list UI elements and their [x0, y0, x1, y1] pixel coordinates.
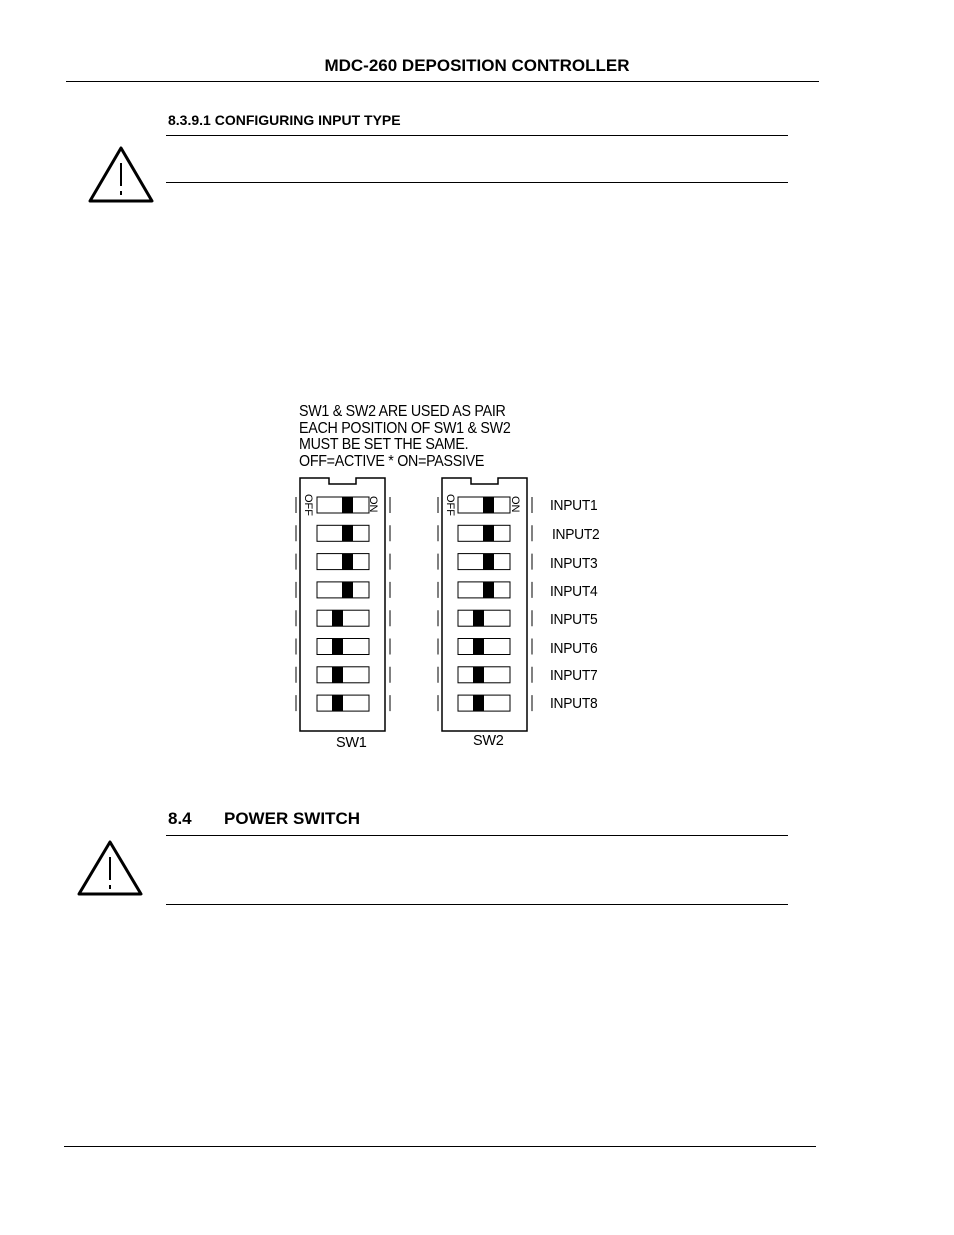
toggle-slot — [458, 667, 510, 683]
sw1-label: SW1 — [336, 735, 367, 751]
page-header-title: MDC-260 DEPOSITION CONTROLLER — [324, 56, 630, 75]
warning-box-bottom-rule — [166, 182, 788, 183]
input-label: INPUT5 — [550, 611, 598, 628]
toggle-actuator — [483, 554, 494, 570]
off-label: OFF — [302, 494, 314, 516]
warning-icon — [79, 842, 141, 894]
toggle-slot — [317, 525, 369, 541]
input-label: INPUT8 — [550, 695, 598, 712]
dip-switch-body — [442, 478, 527, 731]
warning-icon — [90, 148, 152, 201]
toggle-actuator — [332, 695, 343, 711]
section-number: 8.4 — [168, 809, 192, 828]
toggle-actuator — [483, 525, 494, 541]
toggle-actuator — [332, 639, 343, 655]
toggle-actuator — [483, 582, 494, 598]
toggle-slot — [458, 554, 510, 570]
input-label: INPUT2 — [552, 526, 600, 543]
header-rule — [66, 81, 819, 82]
warning-box-top-rule — [166, 835, 788, 836]
toggle-actuator — [332, 610, 343, 626]
toggle-slot — [317, 497, 369, 513]
warning-box-top-rule — [166, 135, 788, 136]
subsection-heading: 8.3.9.1 CONFIGURING INPUT TYPE — [168, 112, 401, 128]
toggle-slot — [317, 667, 369, 683]
note-line: OFF=ACTIVE * ON=PASSIVE — [299, 452, 485, 470]
toggle-slot — [458, 639, 510, 655]
toggle-slot — [317, 695, 369, 711]
dip-switch-diagram — [296, 478, 532, 731]
section-title: POWER SWITCH — [224, 809, 360, 828]
warning-box-bottom-rule — [166, 904, 788, 905]
dip-switch-body — [300, 478, 385, 731]
note-line: SW1 & SW2 ARE USED AS PAIR — [299, 403, 506, 420]
toggle-slot — [317, 554, 369, 570]
footer-rule — [64, 1146, 816, 1147]
toggle-actuator — [342, 582, 353, 598]
toggle-actuator — [473, 610, 484, 626]
toggle-slot — [458, 497, 510, 513]
toggle-slot — [458, 695, 510, 711]
toggle-slot — [458, 525, 510, 541]
toggle-actuator — [342, 497, 353, 513]
toggle-slot — [317, 610, 369, 626]
toggle-actuator — [473, 639, 484, 655]
toggle-actuator — [342, 554, 353, 570]
toggle-actuator — [332, 667, 343, 683]
input-label: INPUT7 — [550, 667, 598, 684]
on-label: ON — [367, 496, 379, 513]
toggle-slot — [317, 639, 369, 655]
toggle-actuator — [483, 497, 494, 513]
input-label: INPUT6 — [550, 640, 598, 657]
sw2-label: SW2 — [473, 733, 504, 749]
toggle-actuator — [342, 525, 353, 541]
note-line: EACH POSITION OF SW1 & SW2 — [299, 419, 511, 437]
toggle-slot — [458, 610, 510, 626]
input-label: INPUT4 — [550, 583, 598, 600]
on-label: ON — [509, 496, 521, 513]
note-line: MUST BE SET THE SAME. — [299, 436, 469, 453]
off-label: OFF — [444, 494, 456, 516]
toggle-slot — [458, 582, 510, 598]
toggle-actuator — [473, 695, 484, 711]
dip-switch-note — [299, 404, 529, 470]
toggle-actuator — [473, 667, 484, 683]
input-label: INPUT1 — [550, 497, 598, 514]
input-label: INPUT3 — [550, 555, 598, 572]
toggle-slot — [317, 582, 369, 598]
